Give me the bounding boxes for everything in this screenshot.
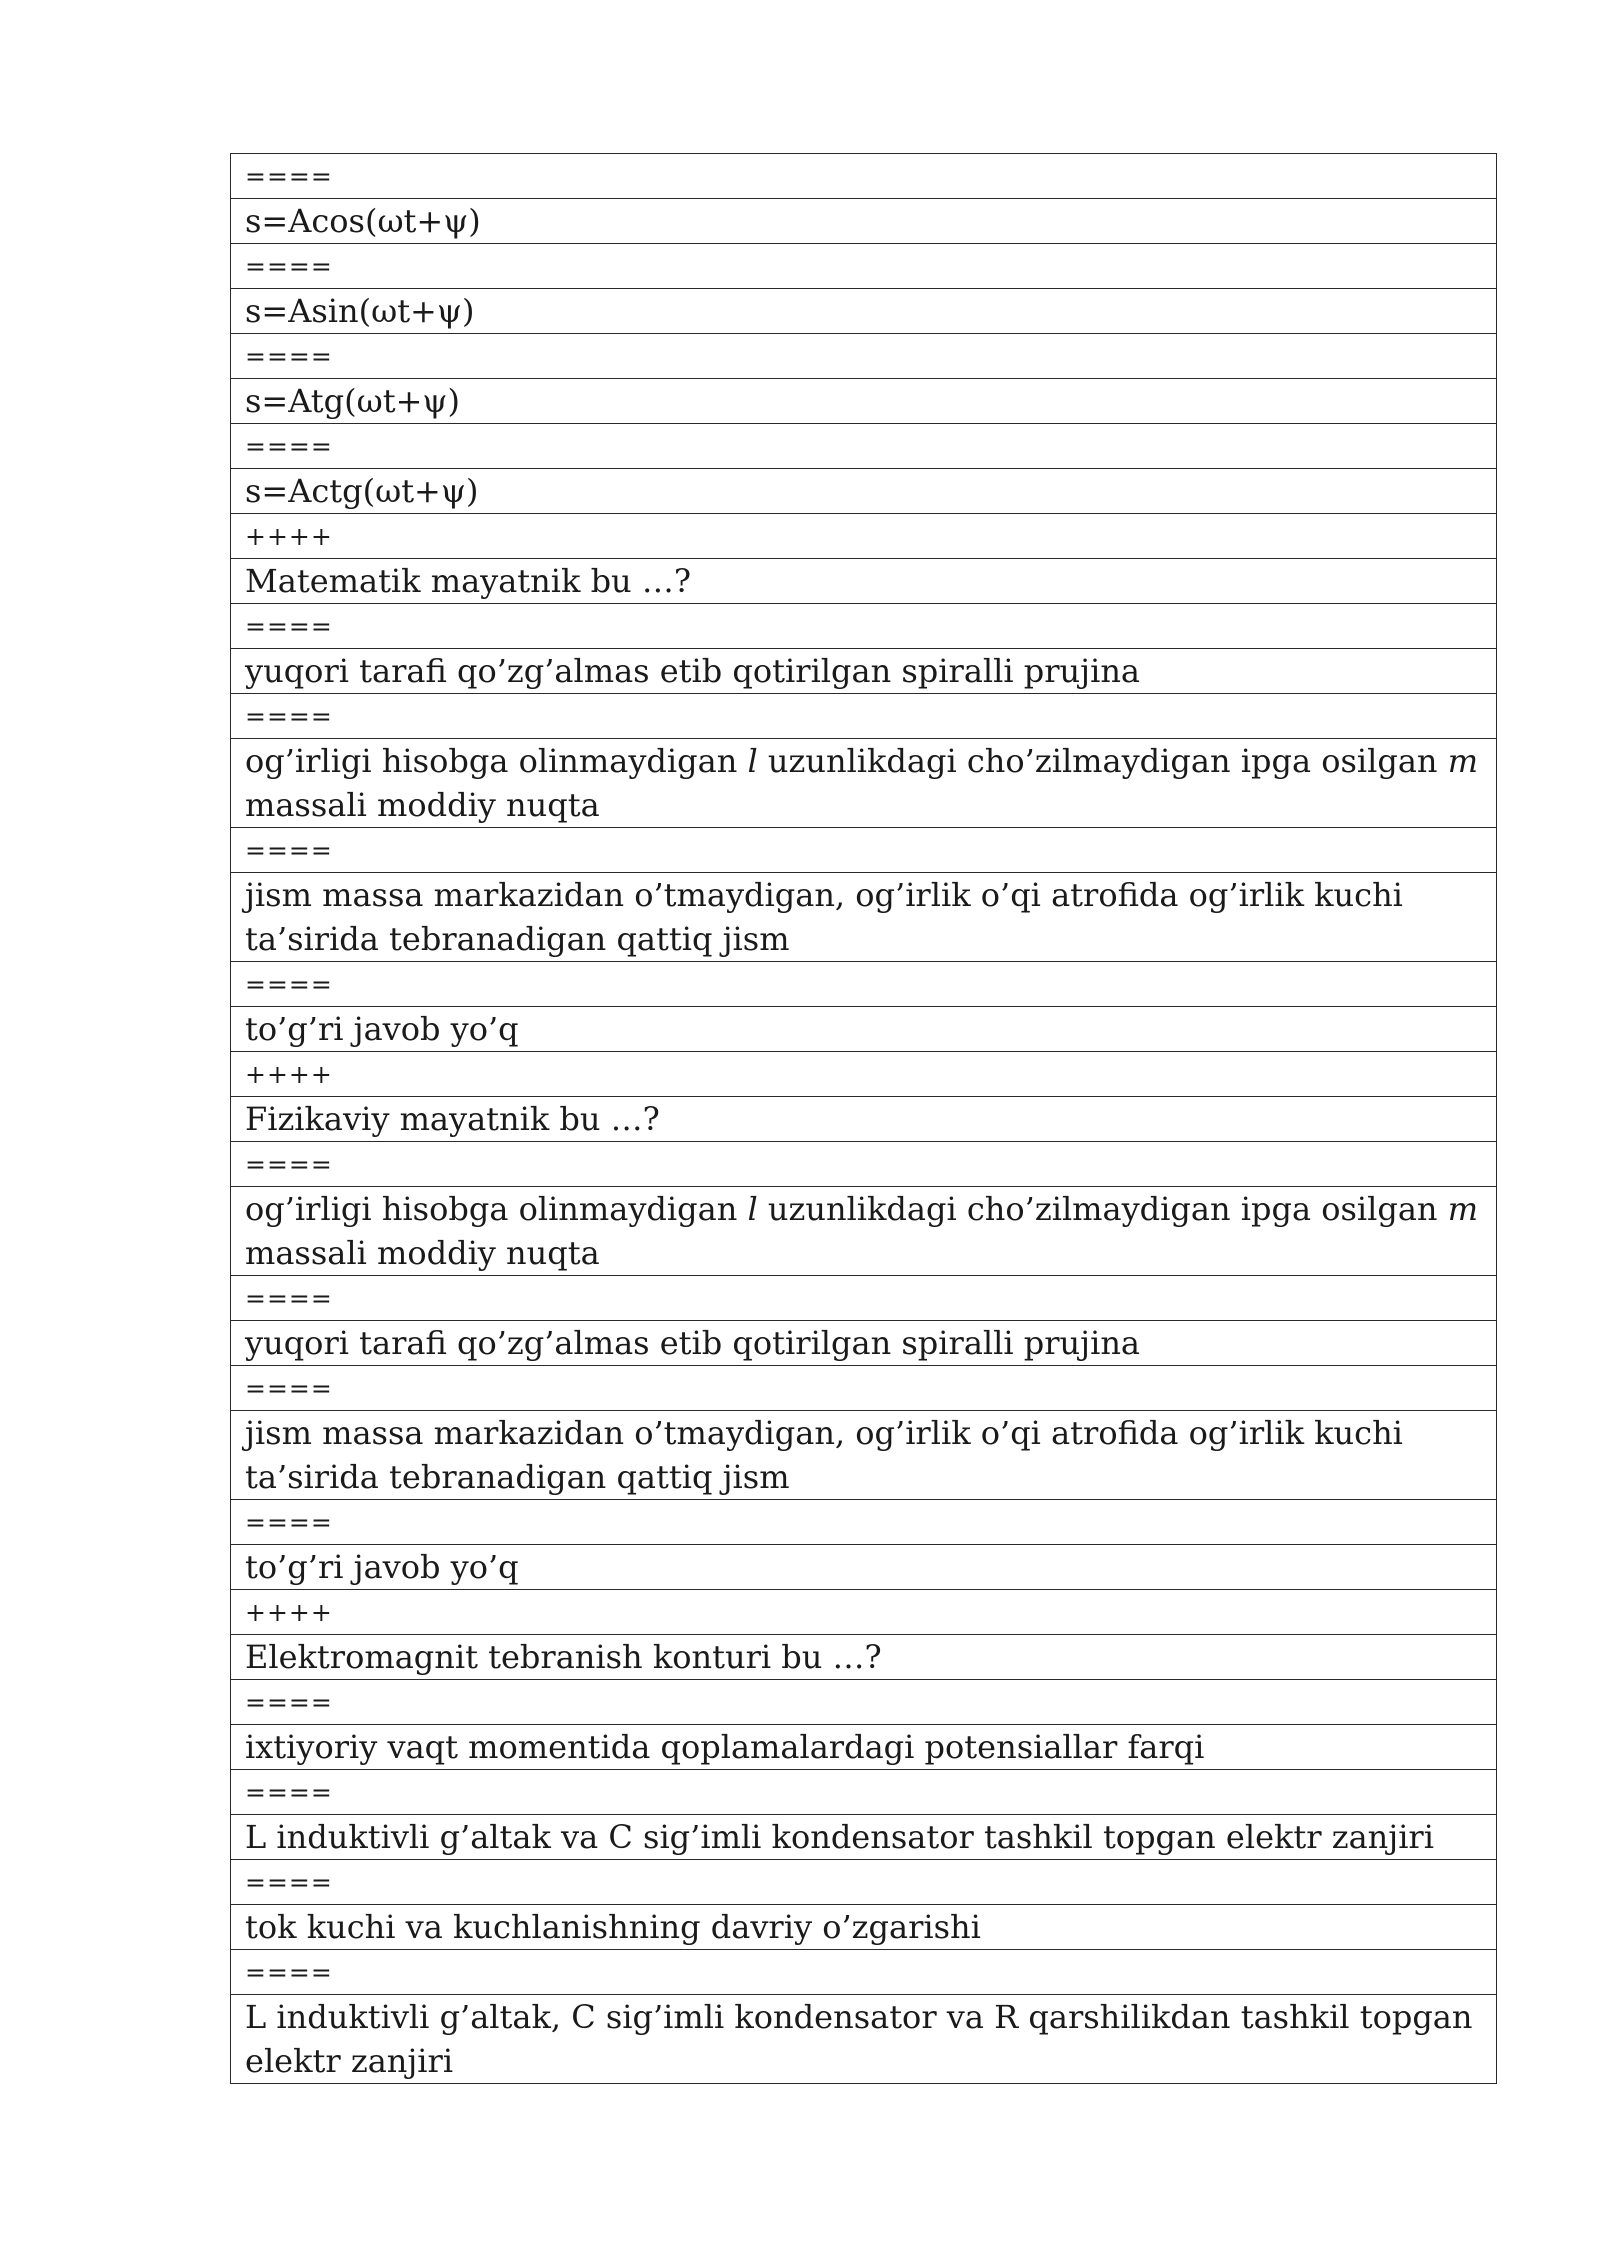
answer-cell: s=Asin(ωt+ψ) <box>231 289 1497 334</box>
answer-cell: L induktivli g’altak va C sig’imli kondensator tashkil topgan elektr zanjiri <box>231 1815 1497 1860</box>
marker-cell: ==== <box>231 244 1497 289</box>
marker-cell: ==== <box>231 1680 1497 1725</box>
table-row-answer <box>231 1905 1497 1950</box>
answer-text-part: uzunlikdagi cho’zilmaydigan ipga osilgan <box>757 1190 1448 1228</box>
answer-cell: jism massa markazidan o’tmaydigan, og’irlik o’qi atrofida og’irlik kuchi ta’sirida tebranadigan qattiq jism <box>231 873 1497 962</box>
table-row-question <box>231 1097 1497 1142</box>
table-row-answer <box>231 649 1497 694</box>
marker-cell: ==== <box>231 1500 1497 1545</box>
answer-cell: to’g’ri javob yo’q <box>231 1545 1497 1590</box>
table-row-answer <box>231 1321 1497 1366</box>
answer-cell <box>231 1187 1497 1276</box>
table-row-marker <box>231 1276 1497 1321</box>
table-row-question-marker <box>231 514 1497 559</box>
table-row-answer <box>231 1545 1497 1590</box>
answer-cell: s=Atg(ωt+ψ) <box>231 379 1497 424</box>
answer-text-part: og’irligi hisobga olinmaydigan <box>245 1190 748 1228</box>
table-row-answer <box>231 739 1497 828</box>
table-row-marker <box>231 1366 1497 1411</box>
marker-cell: ==== <box>231 604 1497 649</box>
table-row-marker <box>231 1950 1497 1995</box>
answer-cell: jism massa markazidan o’tmaydigan, og’irlik o’qi atrofida og’irlik kuchi ta’sirida tebranadigan qattiq jism <box>231 1411 1497 1500</box>
table-row-answer <box>231 469 1497 514</box>
answer-cell: to’g’ri javob yo’q <box>231 1007 1497 1052</box>
marker-cell: ==== <box>231 154 1497 199</box>
math-symbol-m: m <box>1447 742 1479 780</box>
answer-cell: s=Actg(ωt+ψ) <box>231 469 1497 514</box>
table-row-marker <box>231 244 1497 289</box>
question-answer-table <box>230 153 1497 2084</box>
table-row-question-marker <box>231 1590 1497 1635</box>
marker-cell: ==== <box>231 334 1497 379</box>
answer-cell: L induktivli g’altak, C sig’imli kondensator va R qarshilikdan tashkil topgan elektr zanjiri <box>231 1995 1497 2084</box>
table-row-marker <box>231 604 1497 649</box>
marker-cell: ==== <box>231 1860 1497 1905</box>
table-body <box>231 154 1497 2084</box>
answer-cell: s=Acos(ωt+ψ) <box>231 199 1497 244</box>
table-row-marker <box>231 154 1497 199</box>
answer-cell: ixtiyoriy vaqt momentida qoplamalardagi potensiallar farqi <box>231 1725 1497 1770</box>
answer-cell: yuqori tarafi qo’zg’almas etib qotirilgan spiralli prujina <box>231 649 1497 694</box>
table-row-answer <box>231 1187 1497 1276</box>
answer-cell: tok kuchi va kuchlanishning davriy o’zgarishi <box>231 1905 1497 1950</box>
math-symbol-m: m <box>1447 1190 1479 1228</box>
table-row-marker <box>231 962 1497 1007</box>
marker-cell: ==== <box>231 828 1497 873</box>
question-marker-cell: ++++ <box>231 1590 1497 1635</box>
table-row-marker <box>231 1500 1497 1545</box>
question-cell: Elektromagnit tebranish konturi bu …? <box>231 1635 1497 1680</box>
table-row-marker <box>231 1142 1497 1187</box>
answer-text-part: uzunlikdagi cho’zilmaydigan ipga osilgan <box>757 742 1448 780</box>
marker-cell: ==== <box>231 1142 1497 1187</box>
marker-cell: ==== <box>231 1366 1497 1411</box>
math-symbol-l: l <box>747 742 758 780</box>
marker-cell: ==== <box>231 1770 1497 1815</box>
question-cell: Fizikaviy mayatnik bu …? <box>231 1097 1497 1142</box>
marker-cell: ==== <box>231 694 1497 739</box>
table-row-question <box>231 1635 1497 1680</box>
table-row-marker <box>231 828 1497 873</box>
table-row-marker <box>231 334 1497 379</box>
table-row-answer <box>231 1007 1497 1052</box>
question-marker-cell: ++++ <box>231 1052 1497 1097</box>
answer-text-part: massali moddiy nuqta <box>245 786 600 824</box>
table-row-answer <box>231 873 1497 962</box>
question-marker-cell: ++++ <box>231 514 1497 559</box>
answer-cell: yuqori tarafi qo’zg’almas etib qotirilgan spiralli prujina <box>231 1321 1497 1366</box>
table-row-marker <box>231 694 1497 739</box>
answer-text-part: og’irligi hisobga olinmaydigan <box>245 742 748 780</box>
table-row-answer <box>231 199 1497 244</box>
marker-cell: ==== <box>231 424 1497 469</box>
table-row-answer <box>231 1815 1497 1860</box>
answer-cell <box>231 739 1497 828</box>
table-row-question <box>231 559 1497 604</box>
table-row-marker <box>231 1770 1497 1815</box>
table-row-answer <box>231 1725 1497 1770</box>
marker-cell: ==== <box>231 1950 1497 1995</box>
table-row-marker <box>231 1680 1497 1725</box>
table-row-marker <box>231 424 1497 469</box>
table-row-question-marker <box>231 1052 1497 1097</box>
math-symbol-l: l <box>747 1190 758 1228</box>
table-row-marker <box>231 1860 1497 1905</box>
marker-cell: ==== <box>231 1276 1497 1321</box>
answer-text-part: massali moddiy nuqta <box>245 1234 600 1272</box>
marker-cell: ==== <box>231 962 1497 1007</box>
table-row-answer <box>231 379 1497 424</box>
question-cell: Matematik mayatnik bu …? <box>231 559 1497 604</box>
table-row-answer <box>231 1411 1497 1500</box>
table-row-answer <box>231 1995 1497 2084</box>
table-row-answer <box>231 289 1497 334</box>
